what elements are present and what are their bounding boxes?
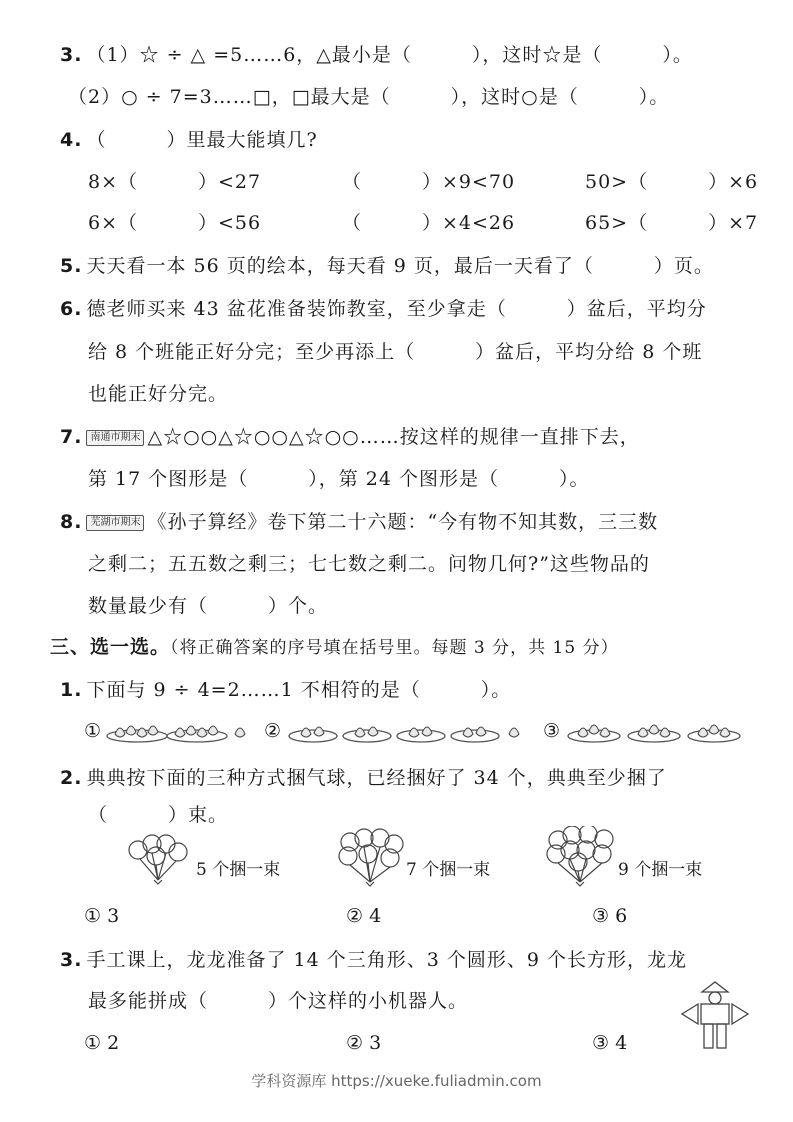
s2-caption-1: 5 个捆一束: [196, 860, 281, 880]
q8-source-tag: 芜湖市期末: [86, 515, 144, 531]
q4-row1-item2: （ ）×9<70: [342, 171, 516, 193]
q4-title: [60, 127, 318, 153]
balloon-bundle-5-icon: [126, 832, 190, 890]
q8-line1: [60, 509, 658, 535]
q5: [60, 253, 714, 279]
q3-line2: （2）○ ÷ 7=3……□，□最大是（ ），这时○是（ ）。: [68, 86, 670, 108]
s2-line2: （ ）束。: [88, 804, 229, 826]
s2-caption-2: 7 个捆一束: [406, 860, 491, 880]
q6-line1-text: 德老师买来 43 盆花准备装饰教室，至少拿走（ ）盆后，平均分: [86, 298, 707, 320]
s3-line1-text: 手工课上，龙龙准备了 14 个三角形、3 个圆形、9 个长方形，龙龙: [86, 949, 687, 971]
s1-option-1-plates-image: [105, 716, 255, 746]
section3-heading: [50, 634, 619, 661]
section3-title: 三、选一选。: [50, 636, 171, 658]
q7-line2: 第 17 个图形是（ ），第 24 个图形是（ ）。: [88, 468, 590, 490]
section3-note: （将正确答案的序号填在括号里。每题 3 分，共 15 分）: [170, 638, 619, 658]
q4-title-text: （ ）里最大能填几?: [86, 129, 318, 151]
s2-number: 2.: [60, 767, 83, 789]
q4-row1-item1: 8×（ ）<27: [88, 171, 262, 193]
s2-caption-3: 9 个捆一束: [618, 860, 703, 880]
s1-option-3-label: ③: [543, 720, 561, 742]
s1-number: 1.: [60, 679, 83, 701]
footer-source: 学科资源库 https://xueke.fuliadmin.com: [251, 1072, 542, 1090]
robot-figure-image: [676, 978, 754, 1052]
s2-option-3: ③ 6: [592, 905, 628, 927]
balloon-bundle-7-icon: [336, 828, 406, 892]
q3-number: 3.: [60, 44, 83, 66]
s3-option-1: ① 2: [84, 1032, 120, 1054]
q4-number: 4.: [60, 129, 83, 151]
s1-option-1-label: ①: [84, 720, 102, 742]
q8-number: 8.: [60, 511, 83, 533]
q7-source-tag: 南通市期末: [86, 430, 144, 446]
s1-question: [60, 677, 511, 703]
s1-option-2-plates-image: [287, 716, 527, 746]
q4-row2-item2: （ ）×4<26: [342, 212, 516, 234]
q5-number: 5.: [60, 255, 83, 277]
q6-line3: 也能正好分完。: [88, 383, 229, 405]
q8-line2: 之剩二；五五数之剩三；七七数之剩二。问物几何?”这些物品的: [88, 553, 650, 575]
q6-line2: 给 8 个班能正好分完；至少再添上（ ）盆后，平均分给 8 个班: [88, 341, 703, 363]
s3-option-2: ② 3: [346, 1032, 382, 1054]
q8-line1-text: 《孙子算经》卷下第二十六题：“今有物不知其数，三三数: [147, 511, 659, 533]
s2-option-1: ① 3: [84, 905, 120, 927]
s2-line1: [60, 765, 667, 791]
q6-number: 6.: [60, 298, 83, 320]
q5-text: 天天看一本 56 页的绘本，每天看 9 页，最后一天看了（ ）页。: [86, 255, 714, 277]
q7-line1: [60, 424, 640, 450]
s1-text: 下面与 9 ÷ 4=2……1 不相符的是（ ）。: [86, 679, 512, 701]
q3-line1: [60, 42, 693, 68]
q7-line1-text: △☆○○△☆○○△☆○○……按这样的规律一直排下去，: [147, 426, 640, 448]
s2-option-2: ② 4: [346, 905, 382, 927]
q8-line3: 数量最少有（ ）个。: [88, 595, 329, 617]
q4-row2-item3: 65>（ ）×7: [585, 212, 759, 234]
s2-line1-text: 典典按下面的三种方式捆气球，已经捆好了 34 个，典典至少捆了: [86, 767, 667, 789]
s3-line2: 最多能拼成（ ）个这样的小机器人。: [88, 990, 469, 1012]
s3-number: 3.: [60, 949, 83, 971]
q6-line1: [60, 296, 707, 322]
q3-part1-text: （1）☆ ÷ △ =5……6，△最小是（ ），这时☆是（ ）。: [86, 44, 693, 66]
balloon-bundle-9-icon: [546, 826, 618, 892]
q4-row2-item1: 6×（ ）<56: [88, 212, 262, 234]
s3-line1: [60, 947, 687, 973]
q4-row1-item3: 50>（ ）×6: [585, 171, 759, 193]
q7-number: 7.: [60, 426, 83, 448]
s3-option-3: ③ 4: [592, 1032, 628, 1054]
s1-option-3-plates-image: [566, 716, 746, 746]
s1-option-2-label: ②: [264, 720, 282, 742]
